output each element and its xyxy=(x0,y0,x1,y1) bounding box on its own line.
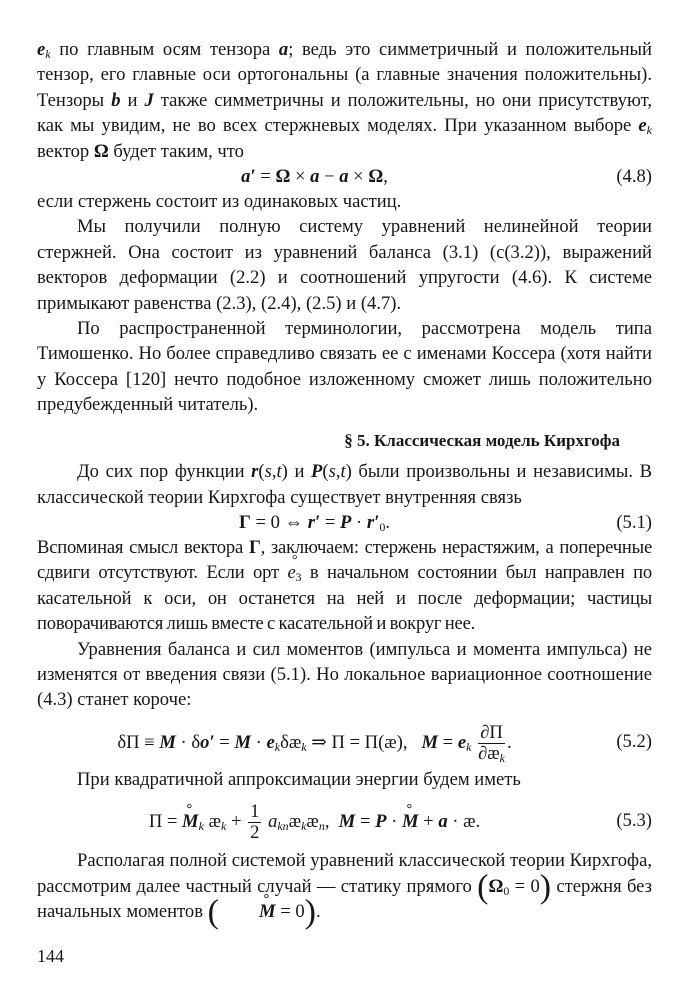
section-heading: § 5. Классическая модель Кирхгофа xyxy=(344,430,620,450)
paragraph-p2: если стержень состоит из одинаковых частиц. xyxy=(37,191,402,213)
equation-4-8-formula: a′ = Ω × a − a × Ω, xyxy=(241,166,388,188)
equation-5-2-formula: $\delta\Pi \equiv M \cdot \delta o' = M \cdot e_k\delta æ_k$ ⇒ Π = Π(æ), $M = e_k$ $\frac{\partial\Pi}{\partial æ_k}$ . xyxy=(117,721,512,765)
equation-5-1-formula: Γ = 0 ⇔ $r' = P \cdot r'_0$. xyxy=(238,511,391,534)
paragraph-p5: До сих пор функции r(s,t) и P(s,t) были произвольны и независимы. В классической теории Кирхгофа существует внутренняя связь xyxy=(37,461,652,508)
page-number: 144 xyxy=(37,946,64,966)
equation-5-2-number: (5.2) xyxy=(616,730,652,752)
equation-5-2 xyxy=(37,717,652,767)
equation-5-1 xyxy=(37,510,652,535)
paragraph-p1: $e_k$ по главным осям тензора a; ведь это симметричный и положительный тензор, его главные оси ортогональны (а главные значения положительны). Тензоры b и J также симметричны и положительны, но они присутствуют, как мы увидим, не во всех стержневых моделях. При указанном выборе $e_k$ вектор Ω будет таким, что xyxy=(37,39,652,162)
paragraph-p9: Располагая полной системой уравнений классической теории Кирхгофа, рассмотрим далее частный случай — статику прямого $(\Omega_0 = 0)$ стержня без начальных моментов (° M = 0). xyxy=(37,848,652,924)
equation-4-8 xyxy=(37,164,652,189)
paragraph-p3: Мы получили полную систему уравнений нелинейной теории стержней. Она состоит из уравнений баланса (3.1) (с(3.2)), выражений векторов деформации (2.2) и соотношений упругости (4.6). К системе примыкают равенства (2.3), (2.4), (2.5) и (4.7). xyxy=(37,216,652,314)
paragraph-p6: Вспоминая смысл вектора Γ, заключаем: стержень нерастяжим, а поперечные сдвиги отсутствуют. Если орт ° $e_3$ в начальном состоянии был направлен по касательной к оси, он останется на ней и после деформации; частицы поворачиваются лишь вместе с касательной и вокруг нее. xyxy=(37,535,652,637)
paragraph-p7: Уравнения баланса и сил моментов (импульса и момента импульса) не изменятся от введения связи (5.1). Но локальное вариационное соотношение (4.3) станет короче: xyxy=(37,638,652,711)
paragraph-p4: По распространенной терминологии, рассмотрена модель типа Тимошенко. Но более справедливо связать ее с именами Коссера (хотя найти у Коссера [120] нечто подобное изложенному сможет лишь положительно предубежденный читатель). xyxy=(37,318,652,416)
equation-5-3-formula: Π = ° $M_k$ $æ_k$ + $\frac{1}{2}$ $a_{kn}æ_kæ_n$, M = P · ° M + a · æ. xyxy=(37,802,592,843)
equation-5-1-number: (5.1) xyxy=(616,511,652,533)
paragraph-p8: При квадратичной аппроксимации энергии будем иметь xyxy=(77,768,521,790)
equation-5-3-number: (5.3) xyxy=(616,810,652,832)
equation-5-3 xyxy=(37,796,652,848)
equation-4-8-number: (4.8) xyxy=(616,166,652,188)
text-column xyxy=(37,37,652,931)
